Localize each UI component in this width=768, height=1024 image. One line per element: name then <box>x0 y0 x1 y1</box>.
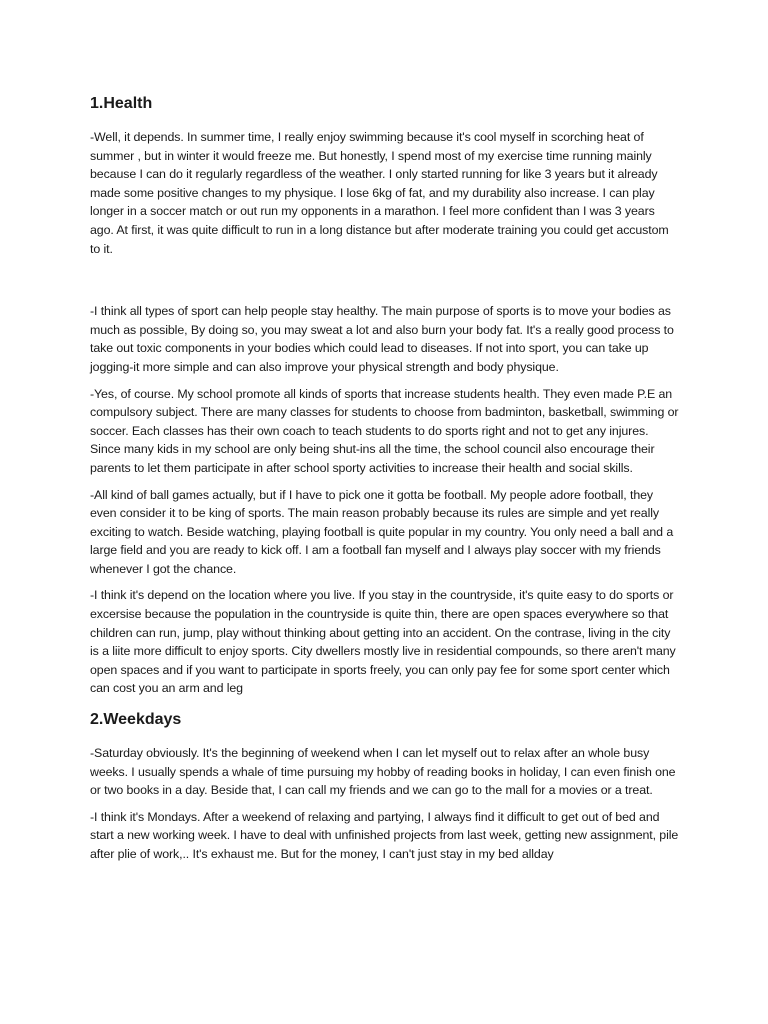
paragraph: -Saturday obviously. It's the beginning of weekend when I can let myself out to relax after an whole busy weeks. I usually spends a whale of time pursuing my hobby of reading books in holiday, I can even finish one or two books in a day. Beside that, I can call my friends and we can go to the mall for a movies or a treat. <box>90 746 676 798</box>
paragraph: -I think it's Mondays. After a weekend of relaxing and partying, I always find it difficult to get out of bed and start a new working week. I have to deal with unfinished projects from last week, getting new assignment, pile after plie of work,.. It's exhaust me. But for the money, I can't just stay in my bed allday <box>90 809 679 861</box>
paragraph: -Well, it depends. In summer time, I really enjoy swimming because it's cool myself in scorching heat of summer , but in winter it would freeze me. But honestly, I spend most of my exercise time running mainly because I can do it regularly regardless of the weather. I only started running for like 3 years but it already made some positive changes to my physique. I lose 6kg of fat, and my durability also increase. I can play longer in a soccer match or out run my opponents in a marathon. I feel more confident than I was 3 years ago. At first, it was quite difficult to run in a long distance but after moderate training you could get accustom to it. <box>90 130 669 256</box>
paragraph: -Yes, of course. My school promote all kinds of sports that increase students health. They even made P.E an compulsory subject. There are many classes for students to choose from badminton, basketball, swimming or soccer. Each classes has their own coach to teach students to do sports right and not to get any injures. Since many kids in my school are only being shut-ins all the time, the school council also encourage their parents to let them participate in after school sporty activities to increase their health and social skills. <box>90 386 679 475</box>
section-heading: 1.Health <box>90 95 153 112</box>
paragraph: -I think all types of sport can help people stay healthy. The main purpose of sports is to move your bodies as much as possible, By doing so, you may sweat a lot and also burn your body fat. It's a really good process to take out toxic components in your bodies which could lead to diseases. If not into sport, you can take up jogging-it more simple and can also improve your physical strength and body physique. <box>90 304 674 374</box>
paragraph: -All kind of ball games actually, but if I have to pick one it gotta be football. My people adore football, they even consider it to be king of sports. The main reason probably because its rules are simple and yet really exciting to watch. Beside watching, playing football is quite popular in my country. You only need a ball and a large field and you are ready to kick off. I am a football fan myself and I always play soccer with my friends whenever I got the chance. <box>90 487 674 576</box>
section-health <box>90 94 680 698</box>
paragraph: -I think it's depend on the location where you live. If you stay in the countryside, it's quite easy to do sports or excersise because the population in the countryside is quite thin, there are open spaces everywhere so that children can run, jump, play without thinking about getting into an accident. On the contrase, living in the city is a liite more difficult to enjoy sports. City dwellers mostly live in residential compounds, so there aren't many open spaces and if you want to participate in sports freely, you can only pay fee for some sport center which can cost you an arm and leg <box>90 588 676 696</box>
section-heading: 2.Weekdays <box>90 711 182 729</box>
section-weekdays <box>90 710 680 864</box>
paragraph-spacer <box>90 266 680 302</box>
document-page <box>90 94 680 872</box>
